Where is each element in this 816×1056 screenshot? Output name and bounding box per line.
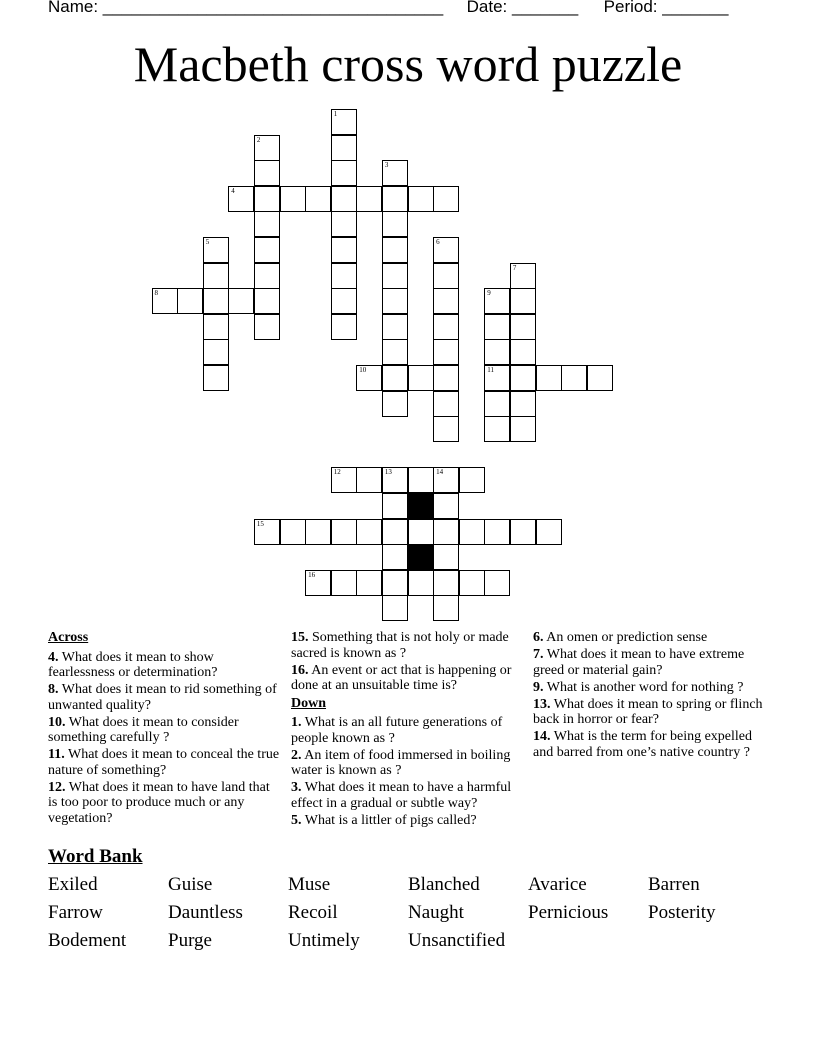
clue-number-label: 5.	[291, 812, 302, 828]
clues-column-2	[291, 630, 523, 830]
grid-cell[interactable]	[203, 339, 229, 365]
grid-cell[interactable]	[382, 288, 408, 314]
grid-cell[interactable]	[331, 237, 357, 263]
grid-cell[interactable]	[484, 365, 510, 391]
clue-number-label: 1.	[291, 715, 302, 730]
across-clue	[48, 780, 280, 827]
grid-cell[interactable]	[254, 263, 280, 289]
word-bank-item: Guise	[168, 874, 213, 895]
grid-cell[interactable]	[433, 519, 459, 545]
grid-cell[interactable]	[510, 391, 536, 417]
clue-text: What does it mean to rid something of unwanted quality?	[48, 682, 277, 713]
grid-cell[interactable]	[433, 416, 459, 442]
grid-cell[interactable]	[433, 263, 459, 289]
clue-number: 10	[359, 366, 367, 374]
grid-cell[interactable]	[510, 519, 536, 545]
grid-cell[interactable]	[433, 288, 459, 314]
grid-cell[interactable]	[408, 186, 434, 212]
grid-cell[interactable]	[356, 467, 382, 493]
clue-number: 9	[487, 289, 491, 298]
grid-cell[interactable]	[382, 365, 408, 391]
grid-cell[interactable]	[254, 186, 280, 212]
clue-number-label: 15.	[291, 630, 309, 645]
down-clue	[291, 780, 523, 811]
clue-number-label: 6.	[533, 630, 544, 645]
grid-cell[interactable]	[433, 467, 459, 493]
clue-number: 16	[308, 570, 316, 579]
grid-cell[interactable]	[331, 109, 357, 135]
grid-cell-blocked	[408, 493, 434, 519]
clue-text: What is another word for nothing ?	[546, 679, 744, 695]
grid-cell[interactable]	[203, 237, 229, 263]
word-bank-item: Bodement	[48, 930, 127, 951]
clue-number-label: 16.	[291, 662, 309, 678]
clue-text: What does it mean to have a harmful effect in a gradual or subtle way?	[291, 780, 512, 811]
across-clue	[48, 650, 280, 681]
clue-text: What is the term for being expelled and barred from one’s native country ?	[533, 729, 753, 760]
grid-cell[interactable]	[510, 365, 536, 391]
grid-cell[interactable]	[331, 135, 357, 161]
grid-cell[interactable]	[331, 570, 357, 596]
clue-number-label: 2.	[291, 747, 302, 763]
grid-cell[interactable]	[408, 519, 434, 545]
down-clue	[291, 813, 523, 829]
grid-cell[interactable]	[254, 160, 280, 186]
grid-cell[interactable]	[408, 570, 434, 596]
clue-number-label: 8.	[48, 682, 59, 697]
grid-cell[interactable]	[587, 365, 613, 391]
grid-cell[interactable]	[536, 519, 562, 545]
grid-cell[interactable]	[510, 339, 536, 365]
grid-cell[interactable]	[177, 288, 203, 314]
grid-cell[interactable]	[408, 365, 434, 391]
grid-cell[interactable]	[356, 186, 382, 212]
grid-cell[interactable]	[203, 314, 229, 340]
word-bank-item: Unsanctified	[408, 930, 506, 951]
grid-cell[interactable]	[382, 595, 408, 621]
date-field[interactable]: Date: _______	[466, 0, 579, 16]
down-heading: Down	[291, 695, 327, 711]
down-clue	[533, 647, 765, 678]
grid-cell[interactable]	[510, 263, 536, 289]
word-bank-item: Farrow	[48, 902, 103, 923]
clue-number-label: 4.	[48, 649, 59, 665]
clue-number-label: 10.	[48, 714, 66, 730]
grid-cell[interactable]	[382, 314, 408, 340]
word-bank-item: Exiled	[48, 874, 98, 895]
clue-number: 3	[384, 161, 389, 170]
grid-cell[interactable]	[433, 237, 459, 263]
grid-cell[interactable]	[305, 570, 331, 596]
down-clue	[533, 697, 765, 728]
name-field[interactable]: Name: ____________________________________	[48, 0, 444, 16]
grid-cell[interactable]	[382, 570, 408, 596]
grid-cell[interactable]	[484, 416, 510, 442]
grid-cell[interactable]	[203, 365, 229, 391]
grid-cell[interactable]	[382, 186, 408, 212]
clue-text: What does it mean to spring or flinch back in horror or fear?	[533, 696, 763, 727]
grid-cell[interactable]	[331, 186, 357, 212]
grid-cell[interactable]	[254, 288, 280, 314]
clue-text: An omen or prediction sense	[546, 630, 708, 645]
grid-cell[interactable]	[203, 263, 229, 289]
grid-cell[interactable]	[433, 493, 459, 519]
down-clue	[291, 748, 523, 779]
across-clue	[291, 630, 523, 661]
grid-cell[interactable]	[433, 391, 459, 417]
grid-cell[interactable]	[382, 467, 408, 493]
grid-cell[interactable]	[331, 211, 357, 237]
clue-number: 4	[231, 186, 235, 195]
word-bank-item: Avarice	[528, 874, 587, 895]
grid-cell[interactable]	[254, 519, 280, 545]
clue-text: What does it mean to have land that is too poor to produce much or any vegetation?	[48, 779, 270, 826]
grid-cell[interactable]	[331, 519, 357, 545]
across-clue	[48, 747, 280, 778]
clue-number: 8	[154, 289, 158, 298]
clue-text: What is an all future generations of people known as ?	[291, 715, 503, 746]
grid-cell[interactable]	[459, 570, 485, 596]
grid-cell[interactable]	[228, 186, 254, 212]
grid-cell[interactable]	[433, 314, 459, 340]
grid-cell-blocked	[408, 544, 434, 570]
clue-text: An event or act that is happening or done at an unsuitable time is?	[291, 662, 512, 693]
grid-cell[interactable]	[382, 519, 408, 545]
grid-cell[interactable]	[433, 339, 459, 365]
grid-cell[interactable]	[382, 544, 408, 570]
word-bank-item: Recoil	[288, 902, 338, 923]
across-clue-list-cont	[291, 630, 523, 694]
grid-cell[interactable]	[254, 135, 280, 161]
grid-cell[interactable]	[484, 391, 510, 417]
across-heading: Across	[48, 630, 89, 645]
grid-cell[interactable]	[459, 467, 485, 493]
clue-text: What does it mean to conceal the true nature of something?	[48, 747, 280, 778]
grid-cell[interactable]	[254, 314, 280, 340]
grid-cell[interactable]	[254, 211, 280, 237]
clue-number: 6	[436, 238, 440, 246]
grid-cell[interactable]	[382, 211, 408, 237]
grid-cell[interactable]	[331, 467, 357, 493]
word-bank-item: Muse	[288, 874, 331, 895]
across-clue	[48, 715, 280, 746]
clue-number: 13	[384, 468, 392, 477]
grid-cell[interactable]	[510, 314, 536, 340]
across-clue	[291, 663, 523, 694]
clue-text: Something that is not holy or made sacred is known as ?	[291, 630, 509, 661]
grid-cell[interactable]	[203, 288, 229, 314]
grid-cell[interactable]	[356, 519, 382, 545]
clue-number: 5	[205, 238, 210, 246]
word-bank-item: Naught	[408, 902, 464, 923]
word-bank-item: Posterity	[648, 902, 716, 923]
clues-column-1	[48, 630, 280, 828]
clue-number: 15	[256, 519, 264, 528]
word-bank-item: Blanched	[408, 874, 480, 895]
grid-cell[interactable]	[433, 544, 459, 570]
grid-cell[interactable]	[331, 263, 357, 289]
grid-cell[interactable]	[561, 365, 587, 391]
grid-cell[interactable]	[510, 288, 536, 314]
grid-cell[interactable]	[280, 519, 306, 545]
clue-number-label: 9.	[533, 679, 544, 695]
across-clue-list	[48, 650, 280, 827]
down-clue	[291, 715, 523, 746]
clue-text: What is a littler of pigs called?	[304, 812, 477, 828]
clue-number: 1	[333, 110, 338, 118]
grid-cell[interactable]	[331, 160, 357, 186]
clue-number: 7	[512, 263, 517, 272]
grid-cell[interactable]	[408, 467, 434, 493]
grid-cell[interactable]	[356, 570, 382, 596]
grid-cell[interactable]	[382, 493, 408, 519]
clue-number: 14	[436, 468, 444, 477]
clue-number: 11	[487, 366, 495, 374]
clue-number-label: 7.	[533, 647, 544, 662]
grid-cell[interactable]	[484, 519, 510, 545]
clues-column-3	[533, 630, 765, 762]
clue-number-label: 3.	[291, 780, 302, 795]
word-bank-item: Barren	[648, 874, 700, 895]
grid-cell[interactable]	[382, 391, 408, 417]
grid-cell[interactable]	[382, 237, 408, 263]
grid-cell[interactable]	[382, 263, 408, 289]
word-bank-item: Purge	[168, 930, 212, 951]
clue-number: 12	[333, 468, 341, 477]
grid-cell[interactable]	[433, 186, 459, 212]
grid-cell[interactable]	[228, 288, 254, 314]
grid-cell[interactable]	[280, 186, 306, 212]
grid-cell[interactable]	[536, 365, 562, 391]
clue-number-label: 12.	[48, 779, 66, 795]
grid-cell[interactable]	[433, 595, 459, 621]
grid-cell[interactable]	[305, 519, 331, 545]
clue-number-label: 11.	[48, 747, 65, 762]
clue-number-label: 14.	[533, 729, 551, 744]
grid-cell[interactable]	[254, 237, 280, 263]
grid-cell[interactable]	[433, 365, 459, 391]
grid-cell[interactable]	[331, 288, 357, 314]
grid-cell[interactable]	[382, 160, 408, 186]
clue-text: What does it mean to consider something carefully ?	[48, 714, 239, 745]
grid-cell[interactable]	[484, 339, 510, 365]
period-field[interactable]: Period: _______	[603, 0, 729, 16]
grid-cell[interactable]	[484, 288, 510, 314]
grid-cell[interactable]	[459, 519, 485, 545]
grid-cell[interactable]	[305, 186, 331, 212]
word-bank-item: Dauntless	[168, 902, 243, 923]
page-title: Macbeth cross word puzzle	[133, 36, 683, 92]
clue-text: What does it mean to show fearlessness or determination?	[48, 649, 218, 680]
word-bank-item: Pernicious	[528, 902, 609, 923]
grid-cell[interactable]	[433, 570, 459, 596]
word-bank-title: Word Bank	[48, 846, 143, 867]
grid-cell[interactable]	[331, 314, 357, 340]
clue-text: What does it mean to have extreme greed or material gain?	[533, 647, 745, 678]
down-clue-list	[291, 715, 523, 828]
across-clue	[48, 682, 280, 713]
grid-cell[interactable]	[484, 314, 510, 340]
down-clue-list-cont	[533, 630, 765, 760]
clue-number-label: 13.	[533, 696, 551, 712]
grid-cell[interactable]	[510, 416, 536, 442]
word-bank-item: Untimely	[288, 930, 360, 951]
grid-cell[interactable]	[356, 365, 382, 391]
down-clue	[533, 630, 765, 646]
clue-number: 2	[256, 135, 261, 144]
down-clue	[533, 680, 765, 696]
grid-cell[interactable]	[152, 288, 178, 314]
clue-text: An item of food immersed in boiling water is known as ?	[291, 747, 511, 778]
down-clue	[533, 729, 765, 760]
grid-cell[interactable]	[382, 339, 408, 365]
grid-cell[interactable]	[484, 570, 510, 596]
